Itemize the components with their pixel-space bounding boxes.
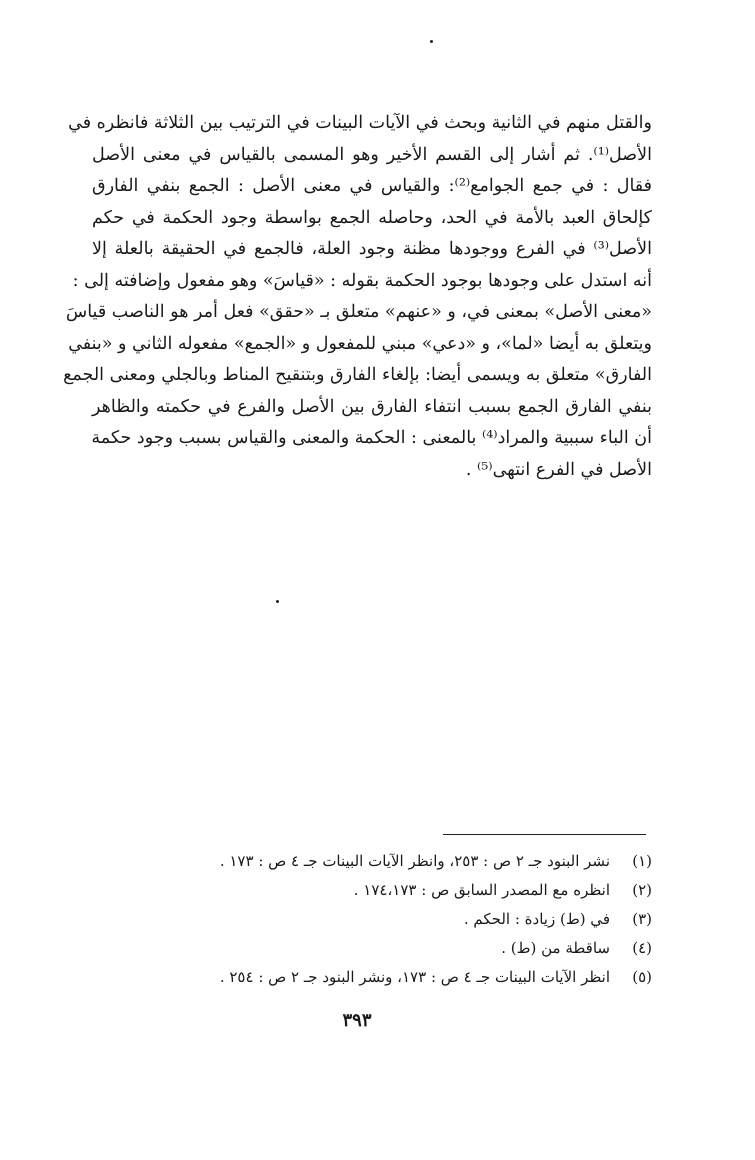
ink-speck <box>276 600 279 603</box>
footnotes-section <box>100 847 652 992</box>
footnote-text: انظره مع المصدر السابق ص : ١٧٤،١٧٣ . <box>353 881 610 899</box>
footnote-item <box>100 847 652 876</box>
text-line: والقتل منهم في الثانية وبحث في الآيات البينات في الترتيب بين الثلاثة فانظره في <box>68 113 652 133</box>
footnote-number: (٥) <box>632 968 652 986</box>
main-text-block <box>63 108 653 486</box>
footnote-item <box>100 876 652 905</box>
text-line: الأصل⁽¹⁾. ثم أشار إلى القسم الأخير وهو المسمى بالقياس في معنى الأصل <box>92 144 652 165</box>
text-line: كإلحاق العبد بالأمة في الحد، وحاصله الجمع بواسطة وجود الحكمة في حكم <box>92 207 652 228</box>
text-line: الأصل⁽³⁾ في الفرع ووجودها مظنة وجود العلة، فالجمع في الحقيقة بالعلة إلا <box>92 239 652 259</box>
footnote-item <box>100 934 652 963</box>
page-number: ٣٩٣ <box>342 1010 372 1031</box>
footnote-number: (١) <box>632 852 652 870</box>
text-line: بنفي الفارق الجمع بسبب انتفاء الفارق بين الأصل والفرع في حكمته والظاهر <box>92 396 652 417</box>
footnote-number: (٤) <box>632 939 652 957</box>
footnote-number: (٢) <box>632 881 652 899</box>
footnote-divider <box>443 834 646 835</box>
footnote-text: نشر البنود جـ ٢ ص : ٢٥٣، وانظر الآيات البينات جـ ٤ ص : ١٧٣ . <box>219 852 610 870</box>
footnote-number: (٣) <box>632 910 652 928</box>
text-line: فقال : في جمع الجوامع⁽²⁾: والقياس في معنى الأصل : الجمع بنفي الفارق <box>92 176 653 196</box>
footnote-text: في (ط) زيادة : الحكم . <box>463 910 610 928</box>
text-line: الأصل في الفرع انتهى⁽⁵⁾ . <box>465 459 652 480</box>
text-line: «معنى الأصل» بمعنى في، و «عنهم» متعلق بـ «حقق» فعل أمر هو الناصب قياسَ <box>65 302 652 322</box>
footnote-text: انظر الآيات البينات جـ ٤ ص : ١٧٣، ونشر البنود جـ ٢ ص : ٢٥٤ . <box>219 968 610 986</box>
footnote-item <box>100 905 652 934</box>
text-line: أن الباء سببية والمراد⁽⁴⁾ بالمعنى : الحكمة والمعنى والقياس بسبب وجود حكمة <box>91 428 652 448</box>
ink-speck <box>430 40 433 43</box>
text-line: أنه استدل على وجودها بوجود الحكمة بقوله : «قياسَ» وهو مفعول وإضافته إلى : <box>72 270 652 291</box>
footnote-text: ساقطة من (ط) . <box>501 939 610 957</box>
text-line: الفارق» متعلق به ويسمى أيضا: بإلغاء الفارق وبتنقيح المناط وبالجلي ومعنى الجمع <box>63 365 652 385</box>
text-line: ويتعلق به أيضا «لما»، و «دعي» مبني للمفعول و «الجمع» مفعوله الثاني و «بنفي <box>68 333 652 354</box>
footnote-item <box>100 963 652 992</box>
